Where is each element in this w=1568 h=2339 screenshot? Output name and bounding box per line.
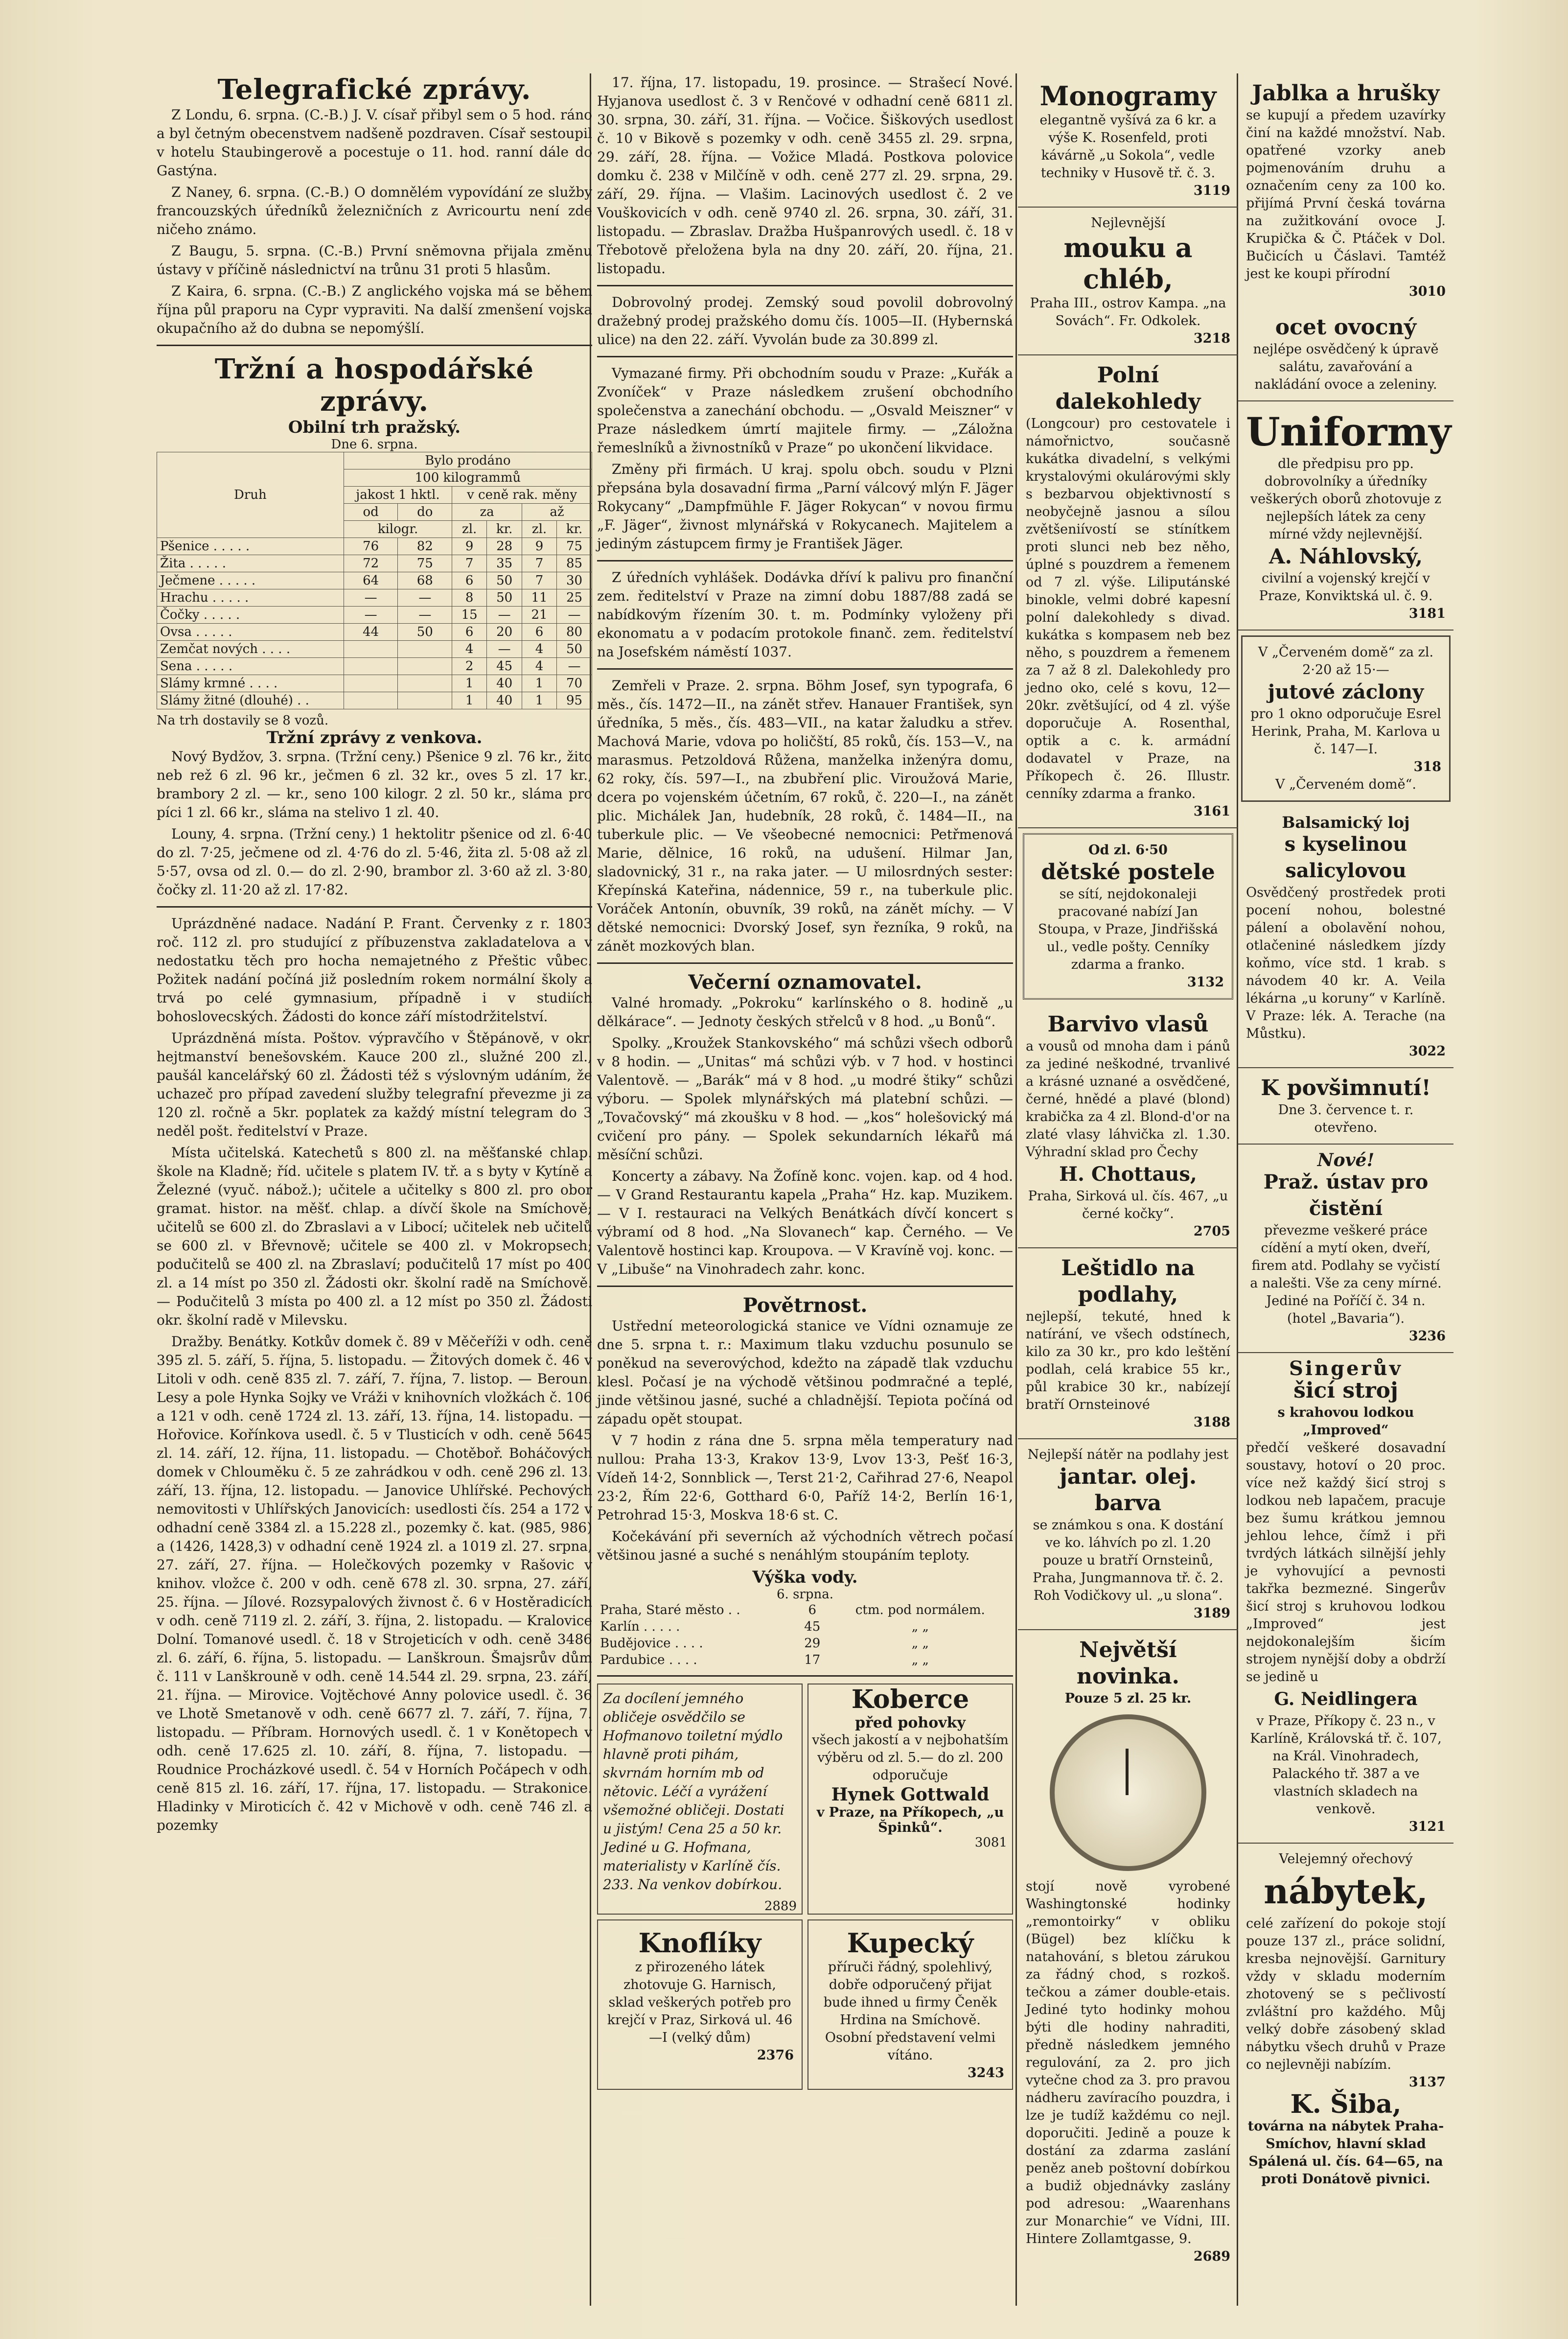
ad-text: se kupují a předem uzavírky činí na každé množství. Nab. opatřené vzorky aneb pojmenováním druhu a označením ceny za 100 ko. přijímá První česká továrna na zužitkování ovoce J. Krupička & Č. Ptáček v Dol. Bučicích u Čáslavi. Tamtéž jest ke koupi přírodní <box>1246 108 1446 281</box>
ad-title: Barvivo vlasů <box>1047 1012 1209 1037</box>
ad-povsimnuti <box>1238 1068 1453 1145</box>
ad-hofman-text: Za docílení jemného obličeje osvědčilo se Hofmanovo toiletní mýdlo hlavně proti pihám, skvrnám horním mb od nětovic. Léčí a vyrážení všemožné obličeji. Dostati u jistým! Cena 25 a 50 kr. Jediné u G. Hofmana, materialisty v Karlíně čís. 233. Na venkov dobírkou. <box>603 1690 784 1893</box>
market-cell-kind: Žita . . . . . <box>157 555 344 572</box>
market-cell <box>398 641 452 658</box>
ad-name: H. Chottaus, <box>1059 1163 1197 1186</box>
market-table <box>157 452 592 709</box>
market-cell: 8 <box>452 589 487 607</box>
market-cell: 4 <box>522 641 557 658</box>
header-kr: kr. <box>557 521 592 538</box>
market-cell: 7 <box>522 555 557 572</box>
evening-title: Večerní oznamovatel. <box>688 971 922 994</box>
telegraph-item: Z Naney, 6. srpna. (C.-B.) O domnělém vypovídání ze služby francouzských úředníků železničních z Avricourtu není zde ničeho známo. <box>157 184 592 237</box>
auctions-cont: 17. října, 17. listopadu, 19. prosince. — Strašecí Nové. Hyjanova usedlost č. 3 v Renčové v odhadní ceně 6811 zl. 30. srpna, 30. září, 31. října. — Vočice. Šiškových usedlost č. 10 v Bikově s pozemky v odh. ceně 3455 zl. 29. srpna, 29. září, 28. října. — Vožice Mladá. Postkova polovice domku č. 238 v Milčíně v odh. ceně 277 zl. 29. srpna, 29. září, 29. října. — Vlašim. Lacinových usedlost č. 2 ve Vouškovicích v odh. ceně 9740 zl. 26. srpna, 30. září, 31. listopadu. — Zbraslav. Dražba Hušpanrových usedl. č. 18 v Třebotově přeložena byla na dny 20. září, 20. října, 21. listopadu. <box>597 74 1013 277</box>
ad-title: ocet ovocný <box>1275 315 1417 340</box>
column-3 <box>1018 73 1238 2272</box>
ad-subtitle: před pohovky <box>855 1714 966 1731</box>
ad-address: Praha, Sirková ul. čís. 467, „u černé kočky“. <box>1028 1189 1228 1221</box>
water-cell: „ „ <box>911 1653 929 1667</box>
ad-text: všech jakostí a v nejbohatším výběru od zl. 5.— do zl. 200 odporučuje <box>812 1732 1009 1783</box>
ad-title: jutové záclony <box>1268 680 1424 703</box>
market-cell: 6 <box>522 624 557 641</box>
market-row <box>157 589 592 607</box>
header-kind: Druh <box>157 452 344 538</box>
ad-number: 2689 <box>1193 2249 1230 2264</box>
header-od: od <box>344 504 398 521</box>
weather-item: Kočekávání při severních až východních větrech počasí většinou jasné a suché s nenáhlým stoupáním teploty. <box>597 1528 1013 1563</box>
divider <box>597 1675 1013 1677</box>
ad-row <box>597 1684 1013 1915</box>
ad-number: 3188 <box>1193 1415 1230 1430</box>
market-cell <box>344 692 398 709</box>
ad-pre: Nové! <box>1317 1150 1375 1170</box>
ad-title: nábytek, <box>1264 1871 1428 1912</box>
ad-pre: Balsamický loj <box>1282 813 1410 832</box>
market-cell: 64 <box>344 572 398 589</box>
market-cell-kind: Hrachu . . . . . <box>157 589 344 607</box>
divider <box>597 962 1013 964</box>
market-cell: 2 <box>452 658 487 675</box>
water-row <box>597 1618 1013 1635</box>
market-subtitle: Obilní trh pražský. <box>288 418 461 437</box>
market-cell: — <box>398 607 452 624</box>
market-cell: 70 <box>557 675 592 692</box>
evening-item: Valné hromady. „Pokroku“ karlínského o 8. hodině „u dělkárace“. — Jednoty českých střelců v 8 hod. „u Bonů“. <box>597 995 1013 1029</box>
market-cell-kind: Čočky . . . . . <box>157 607 344 624</box>
water-cell: 29 <box>804 1636 821 1651</box>
ad-title: Koberce <box>851 1684 969 1714</box>
market-note: Na trh dostavily se 8 vozů. <box>157 713 329 728</box>
ad-singer <box>1238 1353 1453 1844</box>
market-cell-kind: Zemčat nových . . . . <box>157 641 344 658</box>
ad-number: 3137 <box>1408 2075 1446 2090</box>
ad-address: v Praze, na Příkopech, „u Špinků“. <box>816 1805 1004 1835</box>
market-cell: — <box>398 589 452 607</box>
notice-foundation: Uprázdněné nadace. Nadání P. Frant. Červenky z r. 1803 roč. 112 zl. pro studující z příbuzenstva zakladatelova a v nedostatku těch pro hocha nemajetného z Přeštic vůbec. Požitek nadání počíná již posledním rokem normální školy a trvá po celé gymnasium, případně i v studiích bohoslovecských. Žádosti do konce září místodržitelství. <box>157 915 592 1025</box>
water-table <box>597 1602 1013 1668</box>
market-cell: 50 <box>487 572 522 589</box>
market-cell: 40 <box>487 692 522 709</box>
market-cell: 40 <box>487 675 522 692</box>
weather-item: Ustřední meteorologická stanice ve Vídni oznamuje ze dne 5. srpna t. r.: Maximum tlaku vzduchu posunulo se poněkud na severovýchod, kdežto na západě tlak vzduchu klesl. Počasí je na východě většinou podmračné a teplé, jinde většinou jasné, suché a chladnější. Tepiota počíná od západu opět stoupat. <box>597 1318 1013 1427</box>
market-cell: — <box>344 589 398 607</box>
market-cell: 80 <box>557 624 592 641</box>
ad-text: z přirozeného látek zhotovuje G. Harnisch, sklad veškerých potřeb pro krejčí v Praz, Sirková ul. 46—I (velký dům) <box>607 1960 793 2045</box>
header-sold: Bylo prodáno <box>344 452 592 469</box>
ad-cisteni <box>1238 1145 1453 1353</box>
ad-number: 3181 <box>1408 606 1446 621</box>
ad-title: jantar. olej. barva <box>1059 1464 1197 1516</box>
divider <box>597 668 1013 670</box>
ad-ocet <box>1238 307 1453 401</box>
ad-number: 2889 <box>764 1899 797 1914</box>
ad-monogramy <box>1018 73 1238 208</box>
market-row <box>157 555 592 572</box>
market-cell: 45 <box>487 658 522 675</box>
market-cell: 35 <box>487 555 522 572</box>
market-row <box>157 692 592 709</box>
ad-title: Kupecký <box>847 1927 974 1959</box>
water-cell: 6 <box>808 1603 817 1617</box>
water-cell: ctm. pod normálem. <box>855 1603 985 1617</box>
ad-pre: Singerův <box>1289 1357 1403 1380</box>
market-cell <box>398 658 452 675</box>
ad-pre: Od zl. 6·50 <box>1088 842 1168 858</box>
market-cell: 9 <box>522 538 557 555</box>
ad-kupecky <box>807 1919 1013 2090</box>
ad-text: převezme veškeré práce cídění a mytí oken, dveří, firem atd. Podlahy se vyčistí a nalešti. Vše za ceny mírné. Jediné na Poříčí č. 34 n. (hotel „Bavaria“). <box>1250 1223 1442 1326</box>
ad-number: 3161 <box>1193 804 1230 819</box>
ad-pre: Nejlevnější <box>1090 215 1166 231</box>
ad-number: 3243 <box>967 2065 1004 2081</box>
ad-number: 3189 <box>1193 1606 1230 1621</box>
notice-firms-deleted: Vymazané firmy. Při obchodním soudu v Praze: „Kuřák a Zvoníček“ v Praze následkem zrušení obchodního společenstva a zanechání obchodu. — „Osvald Meiszner“ v Praze následkem úmrtí majitele firmy. — „Záložna řemeslníků a živnostníků v Praze“ po ukončení likvidace. <box>597 365 1013 456</box>
ad-text: (Longcour) pro cestovatele i námořnictvo, současně kukátka divadelní, s velkými krystalovými okulárovými skly s bezbarvou objektivností s neobyčejně jasnou a sílou zvětšeniívostí se stínítkem proti slunci neb bez něho, úplné s pouzdrem a řemenem od 7 zl. výše. Liliputánské binokle, velmi dobré kapesní polní dalekohledy s divad. kukátka s kompasem neb bez něho, s pouzdrem a řemenem za 7 až 8 zl. Dalekohledy pro jedno oko, celé s kovu, 12—20kr. zvětšující, od 4 zl. výše doporučuje A. Rosenthal, optik a c. k. armádní dodavatel v Praze, na Příkopech č. 26. Illustr. cenníky zdarma a franko. <box>1026 416 1230 801</box>
notice-auctions: Dražby. Benátky. Kotkův domek č. 89 v Měčeříži v odh. ceně 395 zl. 5. září, 5. října, 5. listopadu. — Žitových domek č. 46 v Litoli v odh. ceně 835 zl. 7. září, 7. října, 7. listop. — Beroun. Lesy a pole Hynka Sojky ve Vráži v knihovních vložkách č. 106 a 121 v odh. ceně 1724 zl. 13. září, 13. října, 14. listopadu. — Hořovice. Kořínkova usedl. č. 5 v Tlusticích v odh. ceně 5645 zl. 14. září, 12. října, 11. listopadu. — Chotěboř. Boháčových domek v Chlouměku č. 5 ze zahrádkou v odh. ceně 296 zl. 13. září, 13. října, 12. listopadu. — Janovice Uhlířské. Pechových nemovitosti v Uhlířských Janovicích: usedlosti čís. 254 a 172 v odhadní ceně 3384 zl. a 15.228 zl., pozemky č. kat. (985, 986) a (1426, 1428,3) v odhadní ceně 1924 zl. a 1019 zl. 27. srpna, 27. září, 27. října. — Holečkových pozemky v Rašovic v knihov. vložce č. 200 v odh. ceně 678 zl. 30. srpna, 27. září, 25. října. — Jílové. Rozsypalových živnost č. 6 v Hostěradicích v odh. ceně 7119 zl. 2. září, 3. října, 2. listopadu. — Kralovice Dolní. Tomanové usedl. č. 18 v Strojeticích v odh. ceně 3486 zl. 6. září, 6. října, 5. listopadu. — Lanškroun. Šmajsrův dům č. 111 v Lanškrouně v odh. ceně 14.544 zl. 29. srpna, 23. září, 21. října. — Mirovice. Vojtěchové Anny polovice usedl. č. 36 ve Lhotě Smetanově v odh. ceně 6677 zl. 7. září, 7. října, 7. listopadu. — Příbram. Hornových usedl. č. 1 v Konětopech v odh. ceně 17.625 zl. 10. září, 8. října, 7. listopadu. — Roudnice Procházkové usedl. č. 54 v Horních Počápech v odh. ceně 815 zl. 16. září, 17. října, 17. listopadu. — Strakonice. Hladinky v Miroticích č. 42 v Michově v odh. ceně 746 zl. a pozemky <box>157 1333 592 1833</box>
header-price: v ceně rak. měny <box>452 487 592 504</box>
market-cell: 50 <box>557 641 592 658</box>
market-cell: 7 <box>522 572 557 589</box>
telegraph-item: Z Londu, 6. srpna. (C.-B.) J. V. císař přibyl sem o 5 hod. ráno a byl četným obecenstvem nadšeně pozdraven. Císař sestoupil v hotelu Staubingerově a pocestuje o 11. hod. ranní dále do Gastýna. <box>157 107 592 179</box>
market-cell: 75 <box>557 538 592 555</box>
ad-barvivo <box>1018 1005 1238 1248</box>
market-cell: 76 <box>344 538 398 555</box>
ad-title: Polní dalekohledy <box>1055 363 1201 414</box>
water-date: 6. srpna. <box>777 1587 833 1602</box>
water-row <box>597 1635 1013 1652</box>
market-cell: 25 <box>557 589 592 607</box>
ad-address: továrna na nábytek Praha-Smíchov, hlavní sklad Spálená ul. čís. 64—65, na proti Donátově pivnici. <box>1247 2119 1444 2187</box>
ad-title: Monogramy <box>1039 80 1217 112</box>
ad-text: celé zařízení do pokoje stojí pouze 137 zl., práce solidní, kresba nejnovější. Garnitury vždy v skladu moderním zhotovený se s pečlivostí zvláštní pro každého. Můj velký dobře zásobený sklad nábytku všech druhů v Praze co nejlevněji nabízím. <box>1246 1916 1446 2072</box>
market-cell: 21 <box>522 607 557 624</box>
market-row <box>157 538 592 555</box>
water-cell: Praha, Staré město . . <box>600 1603 740 1617</box>
ad-number: 318 <box>1413 759 1441 774</box>
ad-name: Hynek Gottwald <box>831 1784 990 1805</box>
market-cell <box>398 675 452 692</box>
market-cell: 1 <box>452 692 487 709</box>
header-kilogr: kilogr. <box>344 521 452 538</box>
market-cell: — <box>557 607 592 624</box>
market-cell: — <box>487 607 522 624</box>
ad-text: pro 1 okno odporučuje Esrel Herink, Praha, M. Karlova u č. 147—I. <box>1250 706 1441 757</box>
market-cell <box>344 658 398 675</box>
country-item: Nový Bydžov, 3. srpna. (Tržní ceny.) Pšenice 9 zl. 76 kr., žito neb rež 6 zl. 96 kr., ječmen 6 zl. 32 kr., oves 5 zl. 17 kr., brambory 2 zl. — kr., seno 100 kilogr. 2 zl. 50 kr., sláma pro píci 1 zl. 66 kr., sláma na stelivo 1 zl. 40. <box>157 748 592 820</box>
ad-knofliky <box>597 1919 803 2090</box>
ad-name: K. Šiba, <box>1290 2089 1402 2119</box>
ad-number: 3218 <box>1193 331 1230 346</box>
market-row <box>157 624 592 641</box>
market-row <box>157 572 592 589</box>
ad-number: 3121 <box>1408 1819 1446 1834</box>
header-az: až <box>522 504 592 521</box>
notice-deaths: Zemřeli v Praze. 2. srpna. Böhm Josef, syn typografa, 6 měs., čís. 1472—II., na zánět střev. Hanauer František, syn úředníka, 5 měs., čís. 483—VII., na katar žaludku a střev. Machová Marie, vdova po holičští, 85 roků, čís. 153—V., na marasmus. Petzoldová Růžena, manželka inženýra domu, 62 roky, čís. 597—I., na zbubření plic. Viroužová Marie, dcera po vojenském účetním, 67 roků, č. 220—I., na zánět plic. Michálek Jan, hudebník, 28 roků, č. 1484—II., na tuberkule plic. — Ve všeobecné nemocnici: Petřmenová Marie, dělnice, 16 roků, na udušení. Hilmar Jan, sladovnický, 31 r., na raka jater. — U milosrdných sester: Křepínská Kateřina, nádennice, 59 r., na tuberkule plic. Voráček Antonín, obuvník, 39 roků, na zánět míchy. — V dětské nemocnici: Dvorský Josef, syn řezníka, 9 roků, na zánět mozkových blan. <box>597 678 1013 954</box>
telegraph-title: Telegrafické zprávy. <box>217 73 531 106</box>
water-cell: 17 <box>804 1653 821 1667</box>
ad-uniformy <box>1238 401 1453 631</box>
ad-title: Praž. ústav pro čistění <box>1263 1170 1429 1220</box>
market-row <box>157 675 592 692</box>
ad-text: nejlépe osvědčený k úpravě salátu, zavařování a nakládání ovoce a zeleniny. <box>1253 342 1439 392</box>
ad-number: 3236 <box>1408 1329 1446 1344</box>
market-cell: 72 <box>344 555 398 572</box>
market-cell: 30 <box>557 572 592 589</box>
water-row <box>597 1602 1013 1618</box>
evening-item: Spolky. „Kroužek Stankovského“ má schůzi všech odborů v 8 hodin. — „Unitas“ má schůzi výb. v 7 hod. v hostinci Valentově. — „Barák“ má v 8 hod. „u modré štiky“ schůzi výboru. — Spolek mlynářských má platební schůzi. — „Tovačovský“ má zkoušku v 8 hod. — „kos“ holešovický má cvičení pro pány. — Spolek sekundarních lékařů má měsíční schůzi. <box>597 1035 1013 1163</box>
ad-address: v Praze, Příkopy č. 23 n., v Karlíně, Královská tř. č. 107, na Král. Vinohradech, Palackého tř. 387 a ve vlastních skladech na venkově. <box>1250 1713 1442 1817</box>
market-row <box>157 607 592 624</box>
ad-title: s kyselinou salicylovou <box>1284 833 1407 882</box>
ad-subtitle: s krahovou lodkou „Improved“ <box>1277 1405 1414 1438</box>
market-cell: 68 <box>398 572 452 589</box>
ad-text: Praha III., ostrov Kampa. „na Sovách“. Fr. Odkolek. <box>1030 296 1226 328</box>
ad-number: 3081 <box>974 1835 1007 1850</box>
divider <box>157 906 592 908</box>
telegraph-item: Z Baugu, 5. srpna. (C.-B.) První sněmovna přijala změnu ústavy v příčině následnictví na trůnu 31 proti 5 hlasům. <box>157 243 592 278</box>
ad-hofman <box>597 1684 803 1915</box>
ad-loj <box>1238 807 1453 1068</box>
market-cell: — <box>557 658 592 675</box>
divider <box>597 1286 1013 1287</box>
column-1 <box>157 73 592 1838</box>
ad-number: 3119 <box>1193 183 1230 198</box>
header-do: do <box>398 504 452 521</box>
ad-title: Největší novinka. <box>1077 1637 1179 1689</box>
ad-subtitle: Pouze 5 zl. 25 kr. <box>1064 1691 1192 1706</box>
notice-voluntary-sale: Dobrovolný prodej. Zemský soud povolil dobrovolný dražebný prodej pražského domu čís. 1005—II. (Hybernská ulice) na den 22. září. Vyvolán bude za 30.899 zl. <box>597 294 1013 348</box>
ad-pre: Velejemný ořechový <box>1279 1851 1413 1867</box>
ad-text: Dne 3. července t. r. otevřeno. <box>1278 1102 1414 1135</box>
ad-title: dětské postele <box>1041 860 1215 885</box>
market-cell-kind: Pšenice . . . . . <box>157 538 344 555</box>
header-zl: zl. <box>522 521 557 538</box>
ad-text: předčí veškeré dosavadní soustavy, hotoví o 20 proc. více než každý šicí stroj s lodkou neb lapačem, pracuje bez šumu krátkou jemnou jehlou lehce, čímž i při tvrdých látkách silnější jehly je vyhovující a pevnosti takřka bezmezné. Singerův šicí stroj s kruhovou lodkou „Improved“ jest nejdokonalejším šicím strojem nynější doby a obdrží se jedině u <box>1246 1440 1446 1684</box>
notice-official: Z úředních vyhlášek. Dodávka dříví k palivu pro finanční zem. ředitelství v Praze na zimní dobu 1887/88 zadá se nabídkovým řízením 30. t. m. Podmínky vyloženy při ekonomatu a v podacím protokole finanč. zem. ředitelství na Josefském náměstí 1037. <box>597 569 1013 660</box>
ad-number: 3132 <box>1187 975 1224 990</box>
water-cell: „ „ <box>911 1636 929 1651</box>
market-cell: — <box>487 641 522 658</box>
market-cell: 95 <box>557 692 592 709</box>
ad-title: Uniformy <box>1246 409 1452 455</box>
market-cell-kind: Ovsa . . . . . <box>157 624 344 641</box>
divider <box>157 345 592 346</box>
market-cell: 6 <box>452 572 487 589</box>
market-cell: 1 <box>452 675 487 692</box>
country-title: Tržní zprávy z venkova. <box>266 728 483 748</box>
ad-text: nejlepší, tekuté, hned k natírání, ve všech odstínech, kilo za 30 kr., pro kdo leštění podlah, celá krabice 55 kr., půl krabice 30 kr., nabízejí bratří Ornsteinové <box>1026 1309 1230 1412</box>
notice-teachers: Místa učitelská. Katechetů s 800 zl. na měšťanské chlap. škole na Kladně; říd. učitele s platem IV. tř. a s byty v Kytíně a Železné (vyuč. nábož.); učitele a učitelky s 800 zl. pro obor gramat. histor. na měšť. chlap. a dívčí škole na Smíchově; učitelů se 600 zl. do Zbraslavi a v Libocí; učitelek neb učitelů se 600 zl. v Břevnově; učitele se 400 zl. v Mokropsech; podučitelů se 400 zl. na Zbraslaví; podučitelů 17 míst po 400 zl. a 14 míst po 350 zl. Žádosti okr. školní radě na Smíchově. — Podučitelů 3 místa po 400 zl. a 12 míst po 350 zl. Žádosti okr. školní radě v Milevsku. <box>157 1145 592 1328</box>
notice-firm-changes: Změny při firmách. U kraj. spolu obch. soudu v Plzni přepsána byla dosavadní firma „Parní válcový mlýn F. Jäger Rokycany“ „Dampfmühle F. Jäger Rokycan“ v novou firmu „F. Jäger“, živnost mlynářská v Rokycanech. Majitelem a jediným zástupcem firmy je František Jäger. <box>597 461 1013 552</box>
market-cell: 85 <box>557 555 592 572</box>
evening-item: Koncerty a zábavy. Na Žofíně konc. vojen. kap. od 4 hod. — V Grand Restaurantu kapela „Praha“ Hz. kap. Muzikem. — V I. restauraci na Velkých Benátkách dívčí koncert s výbramí od 8 hod. „Na Slovanech“ kap. Černého. — Ve Valentově hostinci kap. Kroupova. — V Kravíně voj. konc. — V „Libuše“ na Vinohradech zahr. konc. <box>597 1168 1013 1277</box>
ad-text: a vousů od mnoha dam i pánů za jediné neškodné, trvanlivé a krásné uznané a osvědčené, černé, hnědé a plavé (blond) krabička za 4 zl. Blond-d'or na zlaté vlasy láhvička zl. 1.30. Výhradní sklad pro Čechy <box>1026 1039 1230 1160</box>
water-cell: Karlín . . . . . <box>600 1619 680 1634</box>
ad-jantar <box>1018 1439 1238 1630</box>
header-zl: zl. <box>452 521 487 538</box>
market-cell: 44 <box>344 624 398 641</box>
notice-posts: Uprázdněná místa. Poštov. výpravčího v Štěpánově, v okr. hejtmanství benešovském. Kauce 200 zl., služné 200 zl., paušál kancelářský 60 zl. Žádosti též s výslovným udáním, že uchazeč pro případ zavedení služby telegrafní převezme ji za 120 zl. ročně a 5kr. poplatek za každý místní telegram do 3 neděl pošt. ředitelství v Praze. <box>157 1030 592 1139</box>
telegraph-item: Z Kaira, 6. srpna. (C.-B.) Z anglického vojska má se během října půl praporu na Cypr vypraviti. Na další zmenšení vojska okupačního až do dubna se nepomýšlí. <box>157 283 592 336</box>
market-cell <box>344 675 398 692</box>
market-cell: 75 <box>398 555 452 572</box>
header-kr: kr. <box>487 521 522 538</box>
water-cell: Pardubice . . . . <box>600 1653 697 1667</box>
water-cell: 45 <box>804 1619 821 1634</box>
ad-text: dle předpisu pro pp. dobrovolníky a úředníky veškerých oborů zhotovuje z nejlepších látek za ceny mírné vždy nejlevnější. <box>1250 456 1442 542</box>
divider <box>597 356 1013 357</box>
market-row <box>157 641 592 658</box>
pocket-watch-icon <box>1050 1714 1206 1871</box>
market-cell: 82 <box>398 538 452 555</box>
market-cell-kind: Sena . . . . . <box>157 658 344 675</box>
ad-number: 3022 <box>1408 1044 1446 1059</box>
ad-jablka <box>1238 73 1453 307</box>
market-row <box>157 658 592 675</box>
ad-postele <box>1023 833 1233 1000</box>
market-cell: 50 <box>398 624 452 641</box>
market-cell: 1 <box>522 692 557 709</box>
ad-mouka <box>1018 208 1238 355</box>
ad-dalekohledy <box>1018 355 1238 828</box>
water-row <box>597 1652 1013 1668</box>
ad-text: příruči řádný, spolehlivý, dobře odporučený přijat bude ihned u firmy Čeněk Hrdina na Smíchově. Osobní představení velmi vítáno. <box>823 1960 997 2063</box>
ad-title: Jablka a hrušky <box>1252 81 1440 106</box>
ad-title: K povšimnutí! <box>1261 1076 1431 1100</box>
ad-text: stojí nově vyrobené Washingtonské hodinky „remontoirky“ v obliku (Bügel) bez klíčku k natahování, s bletou zárukou za řádný chod, s rozkoš. tečkou a zámer double-etais. Jediné tyto hodinky mohou býti dle hodiny nahraditi, předně následkem jemného regulování, za 2. pro jich vytečne chod za 3. pro pravou nádheru zavíracího pouzdra, i lze je tudíž každému co nejl. doporučiti. Jedině a pouze k dostání za zdarma zaslání peněz aneb poštovní dobírkou a budiž objednávky zaslány pod adresou: „Waarenhans zur Monarchie“ ve Vídni, III. Hintere Zollamtgasse, 9. <box>1026 1879 1230 2246</box>
ad-row <box>597 1919 1013 2090</box>
ad-text: se sítí, nejdokonaleji pracované nabízí Jan Stoupa, v Praze, Jindřišská ul., vedle pošty. Cenníky zdarma a franko. <box>1038 887 1218 972</box>
column-2 <box>592 73 1018 2090</box>
weather-title: Povětrnost. <box>742 1294 868 1317</box>
header-kg: 100 kilogrammů <box>344 469 592 487</box>
water-cell: Budějovice . . . . <box>600 1636 703 1651</box>
ad-koberce <box>807 1684 1013 1915</box>
market-cell: 15 <box>452 607 487 624</box>
market-cell: 50 <box>487 589 522 607</box>
header-za: za <box>452 504 522 521</box>
ad-title: Knoflíky <box>638 1927 761 1959</box>
ad-name: G. Neidlingera <box>1274 1689 1418 1709</box>
market-cell: 20 <box>487 624 522 641</box>
column-4 <box>1238 73 1453 2195</box>
market-title: Tržní a hospodářské zprávy. <box>214 353 534 418</box>
market-cell: 4 <box>452 641 487 658</box>
ad-zaclony <box>1241 635 1451 802</box>
ad-pre: Nejlepší nátěr na podlahy jest <box>1027 1447 1229 1462</box>
ad-number: 2705 <box>1193 1224 1230 1239</box>
ad-lestidlo <box>1018 1248 1238 1439</box>
market-cell: 9 <box>452 538 487 555</box>
ad-text: Osvědčený prostředek proti pocení nohou, bolestné pálení a obolavění nohou, otlačeniné následkem jízdy koňmo, více std. 1 krab. s návodem 40 kr. A. Veila lékárna „u koruny“ v Karlíně. V Praze: lék. A. Terache (na Můstku). <box>1246 885 1446 1041</box>
divider <box>597 285 1013 286</box>
market-cell <box>344 641 398 658</box>
market-cell: — <box>344 607 398 624</box>
ad-title: šicí stroj <box>1293 1378 1398 1403</box>
market-cell: 4 <box>522 658 557 675</box>
market-cell-kind: Ječmene . . . . . <box>157 572 344 589</box>
market-date: Dne 6. srpna. <box>331 437 418 452</box>
ad-pre: V „Červeném domě“ za zl. 2·20 až 15·— <box>1258 645 1434 678</box>
header-hl: jakost 1 hktl. <box>344 487 452 504</box>
market-cell: 6 <box>452 624 487 641</box>
market-cell <box>398 692 452 709</box>
weather-item: V 7 hodin z rána dne 5. srpna měla temperatury nad nullou: Praha 13·3, Krakov 13·9, Lvov 13·3, Pešť 16·3, Vídeň 14·2, Sonnblick —, Terst 21·2, Cařihrad 27·6, Neapol 23·2, Řím 22·6, Gotthard 6·0, Paříž 14·2, Berlín 16·1, Petrohrad 15·3, Moskva 18·6 st. C. <box>597 1432 1013 1523</box>
market-cell: 1 <box>522 675 557 692</box>
water-title: Výška vody. <box>752 1567 858 1587</box>
market-cell-kind: Slámy žitné (dlouhé) . . <box>157 692 344 709</box>
market-cell: 11 <box>522 589 557 607</box>
ad-hodinky <box>1018 1630 1238 2272</box>
ad-number: 3010 <box>1408 284 1446 299</box>
ad-title: mouku a chléb, <box>1063 232 1193 295</box>
ad-number: 2376 <box>757 2048 794 2063</box>
ad-nabytek <box>1238 1844 1453 2195</box>
ad-name: A. Náhlovský, <box>1268 544 1423 568</box>
divider <box>597 560 1013 561</box>
ad-text: se známkou s ona. K dostání ve ko. láhvích po zl. 1.20 pouze u bratří Ornsteinů, Praha, Jungmannova tř. č. 2. Roh Vodičkovy ul. „u slona“. <box>1033 1518 1223 1603</box>
ad-text: elegantně vyšívá za 6 kr. a výše K. Rosenfeld, proti kávárně „u Sokola“, vedle techniky v Husově tř. č. 3. <box>1039 113 1217 181</box>
ad-title: Leštidlo na podlahy, <box>1061 1256 1195 1307</box>
ad-address: civilní a vojenský krejčí v Praze, Konviktská ul. č. 9. <box>1259 571 1433 604</box>
country-item: Louny, 4. srpna. (Tržní ceny.) 1 hektolitr pšenice od zl. 6·40 do zl. 7·25, ječmene od zl. 4·76 do zl. 5·46, žita zl. 5·08 až zl. 5·57, ovsa od zl. 0.— do zl. 2·90, brambor zl. 3·60 až zl. 3·80, čočky zl. 11·20 až zl. 17·82. <box>157 826 592 898</box>
market-cell-kind: Slámy krmné . . . . <box>157 675 344 692</box>
ad-footer: V „Červeném domě“. <box>1275 777 1416 792</box>
market-cell: 7 <box>452 555 487 572</box>
water-cell: „ „ <box>911 1619 929 1634</box>
market-cell: 28 <box>487 538 522 555</box>
